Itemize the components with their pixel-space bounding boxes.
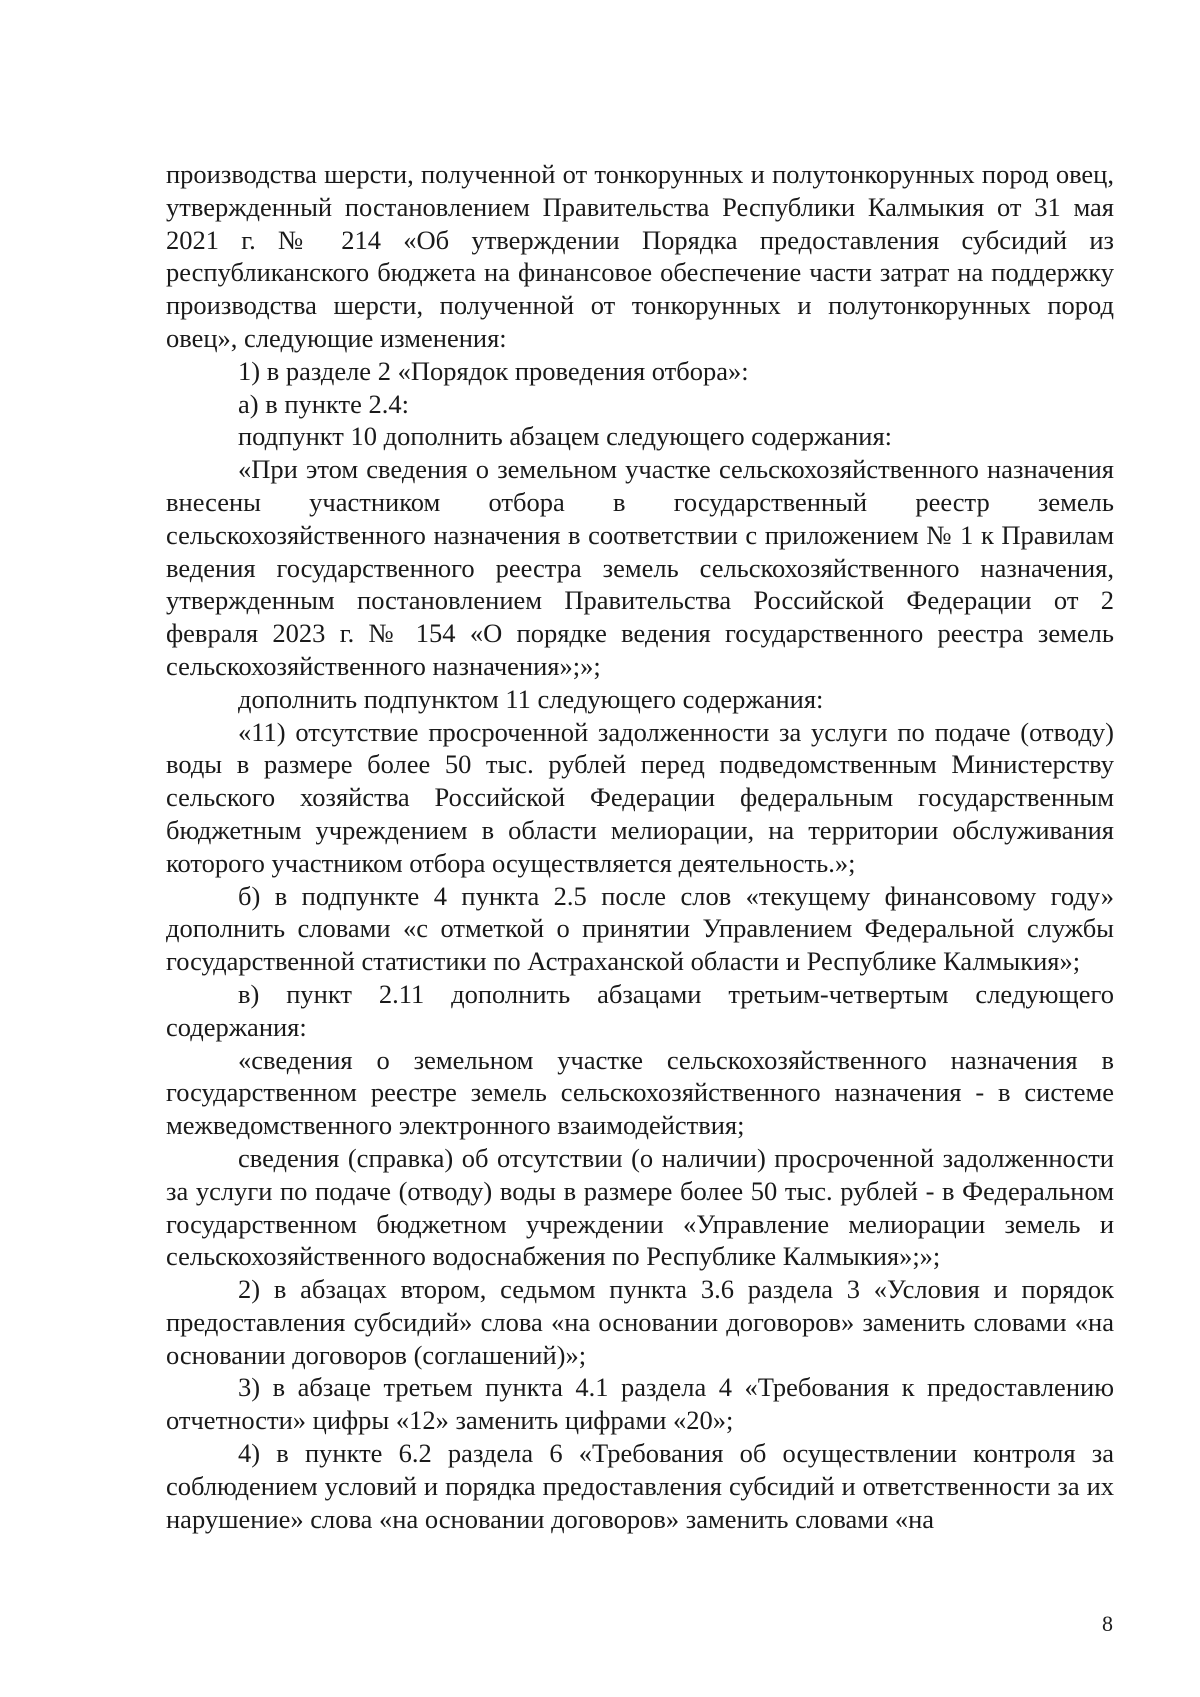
paragraph-quote-land-info: «сведения о земельном участке сельскохозяйственного назначения в государственном реестре земель сельскохозяйственного назначения - в системе межведомственного электронного взаимодействия; xyxy=(166,1044,1114,1141)
paragraph-add-subpoint-11: дополнить подпунктом 11 следующего содержания: xyxy=(238,683,824,714)
paragraph-subitem-a: а) в пункте 2.4: xyxy=(238,388,409,419)
page-number: 8 xyxy=(1102,1611,1113,1636)
paragraph-item-1-section-2: 1) в разделе 2 «Порядок проведения отбора»: xyxy=(238,355,749,386)
paragraph-quote-debt-info: сведения (справка) об отсутствии (о наличии) просроченной задолженности за услуги по подаче (отводу) воды в размере более 50 тыс. рублей - в Федеральном государственном бюджетном учреждении «Управление мелиорации земель и сельскохозяйственного водоснабжения по Республике Калмыкия»;»; xyxy=(166,1142,1114,1272)
paragraph-subpoint-10: подпункт 10 дополнить абзацем следующего содержания: xyxy=(238,421,893,452)
paragraph-item-2: 2) в абзацах втором, седьмом пункта 3.6 раздела 3 «Условия и порядок предоставления субсидий» слова «на основании договоров» заменить словами «на основании договоров (соглашений)»; xyxy=(166,1274,1114,1370)
paragraph-subitem-v: в) пункт 2.11 дополнить абзацами третьим-четвертым следующего содержания: xyxy=(166,978,1114,1042)
paragraph-item-4: 4) в пункте 6.2 раздела 6 «Требования об осуществлении контроля за соблюдением условий и порядка предоставления субсидий и ответственности за их нарушение» слова «на основании договоров» заменить словами «на xyxy=(166,1438,1114,1534)
paragraph-item-3: 3) в абзаце третьем пункта 4.1 раздела 4 «Требования к предоставлению отчетности» цифры «12» заменить цифрами «20»; xyxy=(166,1372,1114,1436)
paragraph-subitem-b: б) в подпункте 4 пункта 2.5 после слов «текущему финансовому году» дополнить словами «с отметкой о принятии Управлением Федеральной службы государственной статистики по Астраханской области и Республике Калмыкия»; xyxy=(166,880,1114,977)
paragraph-quote-land-registry: «При этом сведения о земельном участке сельскохозяйственного назначения внесены участником отбора в государственный реестр земель сельскохозяйственного назначения в соответствии с приложением № 1 к Правилам ведения государственного реестра земель сельскохозяйственного назначения, утвержденным постановлением Правительства Российской Федерации от 2 февраля 2023 г. № 154 «О порядке ведения государственного реестра земель сельскохозяйственного назначения»;»; xyxy=(166,454,1114,681)
paragraph-quote-subpoint-11: «11) отсутствие просроченной задолженности за услуги по подаче (отводу) воды в размере более 50 тыс. рублей перед подведомственным Министерству сельского хозяйства Российской Федерации федеральным государственным бюджетным учреждением в области мелиорации, на территории обслуживания которого участником отбора осуществляется деятельность.»; xyxy=(166,716,1114,878)
paragraph-intro-continuation: производства шерсти, полученной от тонкорунных и полутонкорунных пород овец, утвержденный постановлением Правительства Республики Калмыкия от 31 мая 2021 г. № 214 «Об утверждении Порядка предоставления субсидий из республиканского бюджета на финансовое обеспечение части затрат на поддержку производства шерсти, полученной от тонкорунных и полутонкорунных пород овец», следующие изменения: xyxy=(166,159,1114,353)
document-body xyxy=(166,158,1114,1535)
